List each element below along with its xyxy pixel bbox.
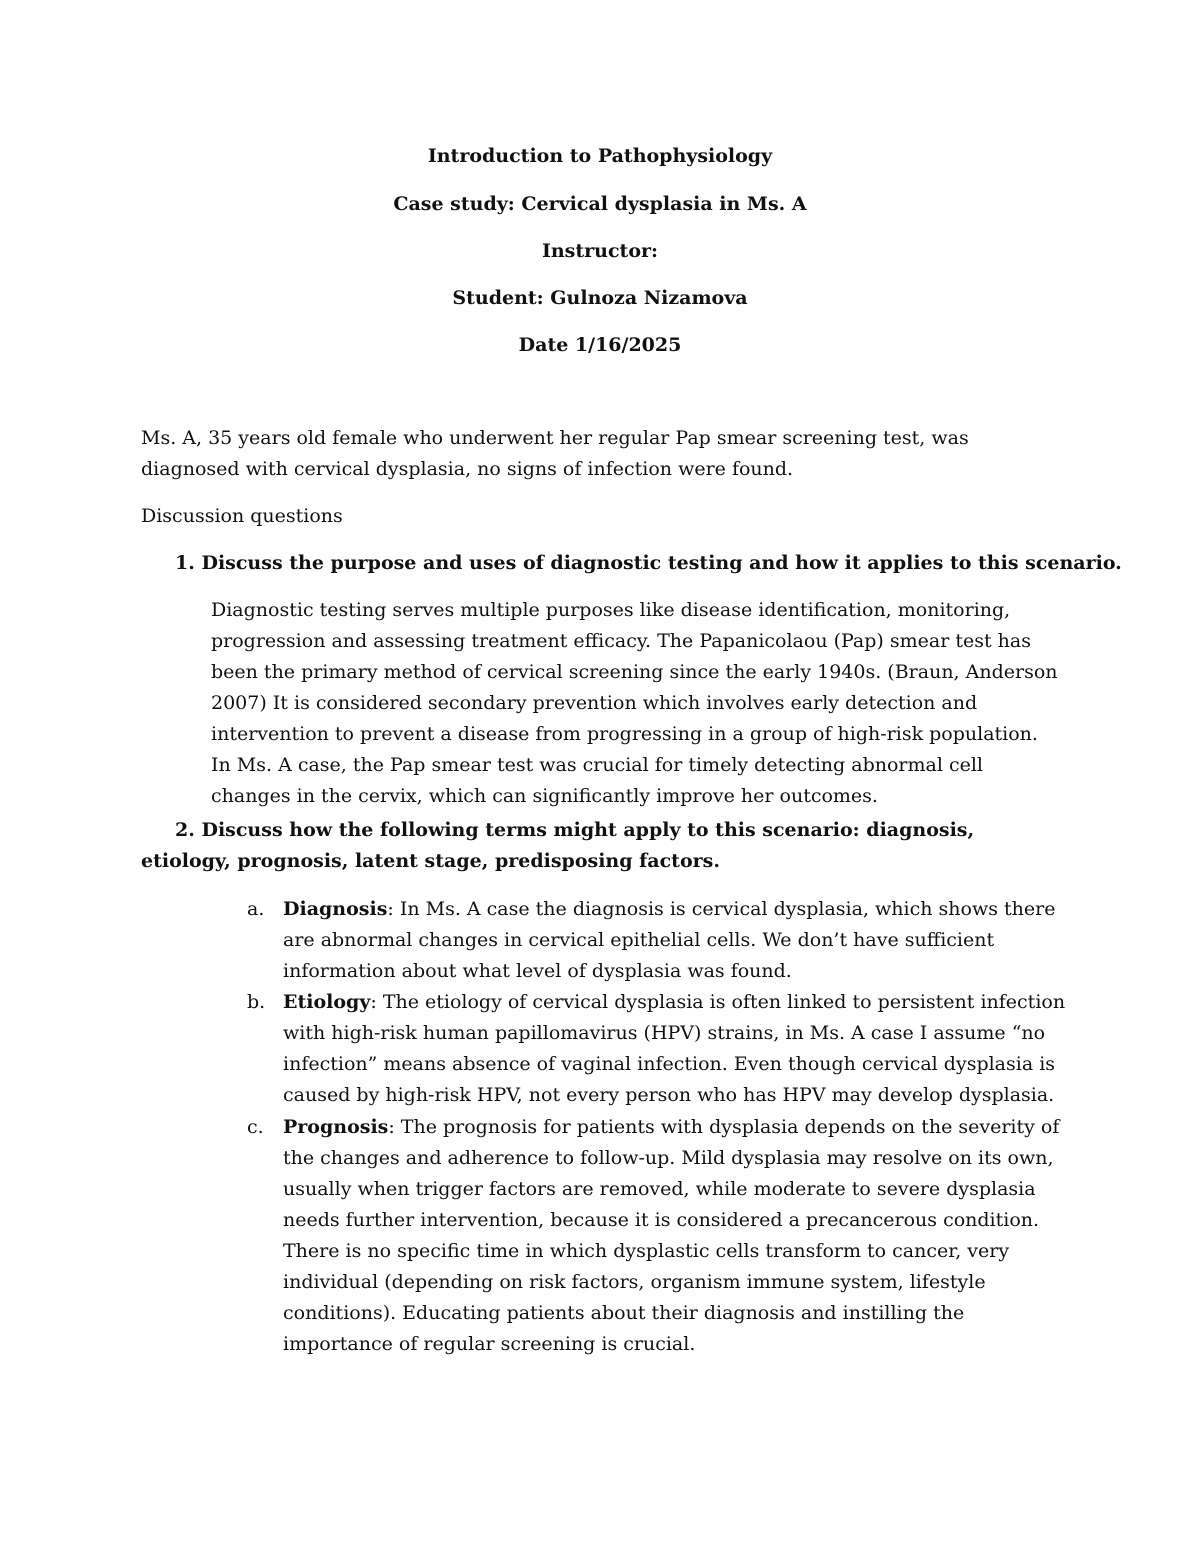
term-prognosis: Prognosis	[283, 1116, 389, 1138]
question-2-text: Discuss how the following terms might apply to this scenario: diagnosis, etiology, prognosis, latent stage, predisposing factors.	[141, 819, 975, 872]
diagnosis-text: : In Ms. A case the diagnosis is cervical dysplasia, which shows there are abnormal changes in cervical epithelial cells. We don’t have sufficient information about what level of dysplasia was found.	[283, 898, 1056, 982]
question-1-text: Discuss the purpose and uses of diagnostic testing and how it applies to this scenario.	[201, 552, 1122, 574]
student-line: Student: Gulnoza Nizamova	[452, 287, 748, 309]
list-marker-c: c.	[247, 1116, 264, 1138]
question-1-answer: Diagnostic testing serves multiple purposes like disease identification, monitoring, progression and assessing treatment efficacy. The Papanicolaou (Pap) smear test has been the primary method of cervical screening since the early 1940s. (Braun, Anderson 2007) It is considered secondary prevention which involves early detection and intervention to prevent a disease from progressing in a group of high-risk population. In Ms. A case, the Pap smear test was crucial for timely detecting abnormal cell changes in the cervix, which can significantly improve her outcomes.	[211, 599, 1058, 807]
term-diagnosis: Diagnosis	[283, 898, 388, 920]
case-description: Ms. A, 35 years old female who underwent her regular Pap smear screening test, was diagnosed with cervical dysplasia, no signs of infection were found.	[141, 427, 969, 480]
list-item-diagnosis	[283, 894, 1073, 987]
date-line: Date 1/16/2025	[518, 334, 682, 356]
course-title: Introduction to Pathophysiology	[427, 145, 773, 167]
list-marker-a: a.	[247, 898, 265, 920]
list-item-etiology	[283, 987, 1073, 1111]
question-2-number: 2.	[175, 819, 195, 841]
question-2-heading	[141, 815, 1041, 877]
question-1-heading	[175, 548, 1125, 579]
etiology-text: : The etiology of cervical dysplasia is often linked to persistent infection with high-risk human papillomavirus (HPV) strains, in Ms. A case I assume “no infection” means absence of vaginal infection. Even though cervical dysplasia is caused by high-risk HPV, not every person who has HPV may develop dysplasia.	[283, 991, 1066, 1106]
list-item-prognosis	[283, 1112, 1073, 1360]
instructor-line: Instructor:	[541, 240, 659, 262]
discussion-label: Discussion questions	[141, 505, 343, 527]
prognosis-text: : The prognosis for patients with dysplasia depends on the severity of the changes and adherence to follow-up. Mild dysplasia may resolve on its own, usually when trigger factors are removed, while moderate to severe dysplasia needs further intervention, because it is considered a precancerous condition. There is no specific time in which dysplastic cells transform to cancer, very individual (depending on risk factors, organism immune system, lifestyle conditions). Educating patients about their diagnosis and instilling the importance of regular screening is crucial.	[283, 1116, 1060, 1355]
term-etiology: Etiology	[283, 991, 371, 1013]
list-marker-b: b.	[247, 991, 266, 1013]
case-study-title: Case study: Cervical dysplasia in Ms. A	[393, 193, 807, 215]
question-1-number: 1.	[175, 552, 195, 574]
